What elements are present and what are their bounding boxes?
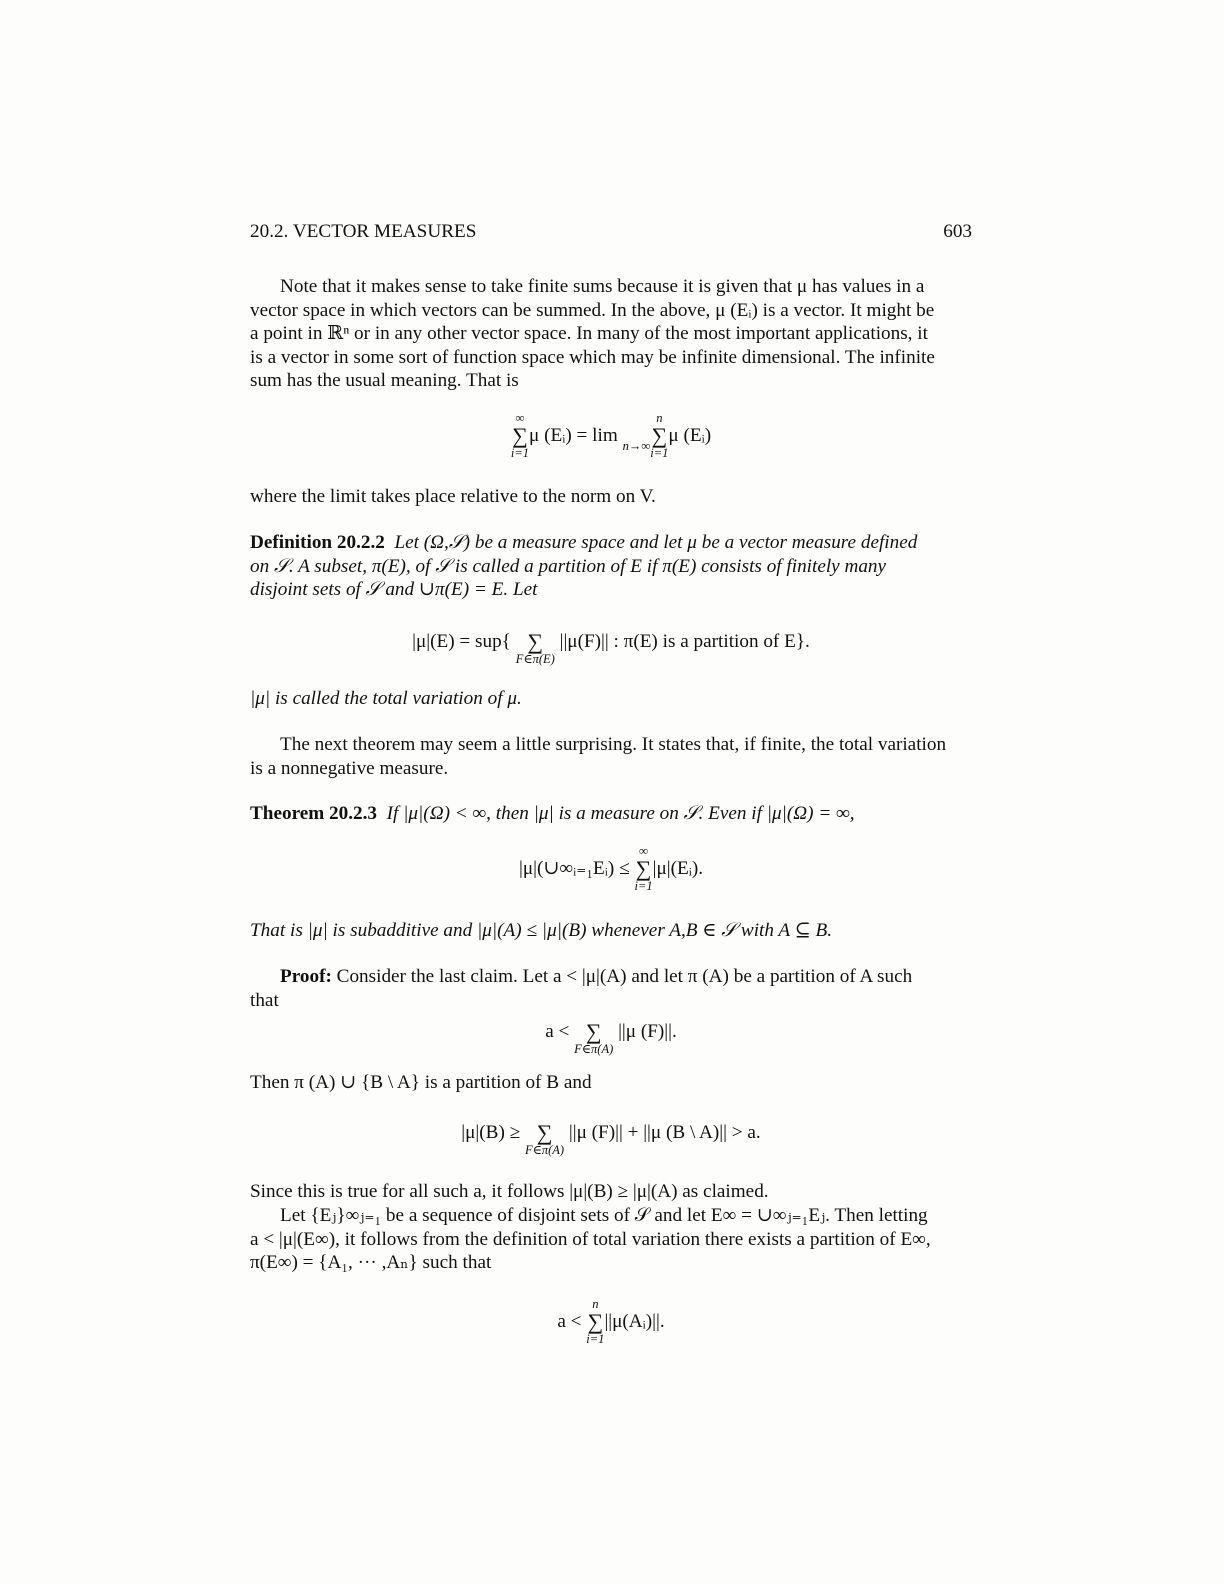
paragraph-claimed: Since this is true for all such a, it follows |μ|(B) ≥ |μ|(A) as claimed.: [250, 1181, 769, 1202]
paragraph-theorem-intro: [250, 733, 972, 780]
theorem-label: Theorem 20.2.3: [250, 803, 378, 824]
equation-series-limit: [250, 412, 972, 460]
summation-symbol: ∑ F∈π(A): [574, 1019, 614, 1056]
text-line: that: [250, 989, 279, 1011]
summation-symbol: n ∑ i=1: [586, 1297, 605, 1346]
proof-label: Proof:: [280, 966, 332, 987]
paragraph-partition: Then π (A) ∪ {B \ A} is a partition of B and: [250, 1072, 592, 1093]
text-line: Let (Ω,𝒮) be a measure space and let μ be a vector measure defined: [394, 532, 918, 553]
text-line: disjoint sets of 𝒮 and ∪π(E) = E. Let: [250, 579, 538, 601]
theorem-statement: If |μ|(Ω) < ∞, then |μ| is a measure on 𝒮. Even if |μ|(Ω) = ∞,: [386, 803, 855, 824]
equation-rhs: μ (Eᵢ): [668, 425, 712, 447]
running-header: [250, 220, 972, 244]
theorem-block: [250, 802, 972, 826]
summation-symbol: ∑ F∈π(E): [515, 629, 555, 666]
text-line: on 𝒮. A subset, π(E), of 𝒮 is called a partition of E if π(E) consists of finitely many: [250, 555, 887, 577]
text-line: π(E∞) = {A₁, ··· ,Aₙ} such that: [250, 1252, 492, 1274]
text-line: The next theorem may seem a little surprising. It states that, if finite, the total variation: [280, 734, 947, 755]
paragraph-norm: where the limit takes place relative to the norm on V.: [250, 486, 656, 507]
text-line: is a nonnegative measure.: [250, 757, 449, 779]
text-line: Consider the last claim. Let a < |μ|(A) and let π (A) be a partition of A such: [336, 966, 913, 987]
summation-symbol: ∞ ∑ i=1: [634, 844, 653, 893]
paragraph-intro: [250, 275, 972, 393]
equation-subadditive: |μ|(∪∞ᵢ₌₁Eᵢ) ≤ ∞ ∑ i=1 |μ|(Eᵢ).: [518, 844, 704, 893]
equation-lhs: μ (Eᵢ) = lim: [529, 425, 618, 447]
text-line: Let {Eⱼ}∞ⱼ₌₁ be a sequence of disjoint sets of 𝒮 and let E∞ = ∪∞ⱼ₌₁Eⱼ. Then letting: [280, 1205, 928, 1226]
text-line: vector space in which vectors can be summed. In the above, μ (Eᵢ) is a vector. It might be: [250, 299, 935, 321]
equation-total-variation: |μ|(E) = sup{ ∑ F∈π(E) ||μ(F)|| : π(E) is a partition of E}.: [250, 618, 972, 666]
paragraph-sequence: [250, 1204, 972, 1275]
page-number: 603: [943, 221, 972, 242]
proof-block: [250, 965, 972, 1012]
definition-block: [250, 531, 972, 602]
equation-mu-b: |μ|(B) ≥ ∑ F∈π(A) ||μ (F)|| + ||μ (B \ A)|| > a.: [250, 1109, 972, 1157]
text-line: a < |μ|(E∞), it follows from the definition of total variation there exists a partition of E∞,: [250, 1228, 931, 1250]
summation-symbol: ∞ ∑ i=1: [510, 411, 530, 460]
summation-symbol: n ∑ i=1: [650, 411, 669, 460]
text-line: is a vector in some sort of function space which may be infinite dimensional. The infinite: [250, 346, 935, 368]
definition-tail: |μ| is called the total variation of μ.: [250, 688, 522, 709]
summation-symbol: ∑ F∈π(A): [524, 1120, 565, 1157]
equation-a-less: a < ∑ F∈π(A) ||μ (F)||.: [250, 1008, 972, 1056]
equation-partition-sum: a < n ∑ i=1 ||μ(Aᵢ)||.: [557, 1297, 665, 1346]
limit-subscript: n→∞: [622, 438, 651, 453]
section-title: 20.2. VECTOR MEASURES: [250, 221, 477, 242]
text-line: sum has the usual meaning. That is: [250, 370, 519, 392]
theorem-tail: That is |μ| is subadditive and |μ|(A) ≤ |μ|(B) whenever A,B ∈ 𝒮 with A ⊆ B.: [250, 920, 832, 941]
text-line: a point in ℝⁿ or in any other vector space. In many of the most important applications, it: [250, 323, 928, 345]
definition-label: Definition 20.2.2: [250, 532, 385, 553]
text-line: Note that it makes sense to take finite sums because it is given that μ has values in a: [280, 276, 925, 297]
